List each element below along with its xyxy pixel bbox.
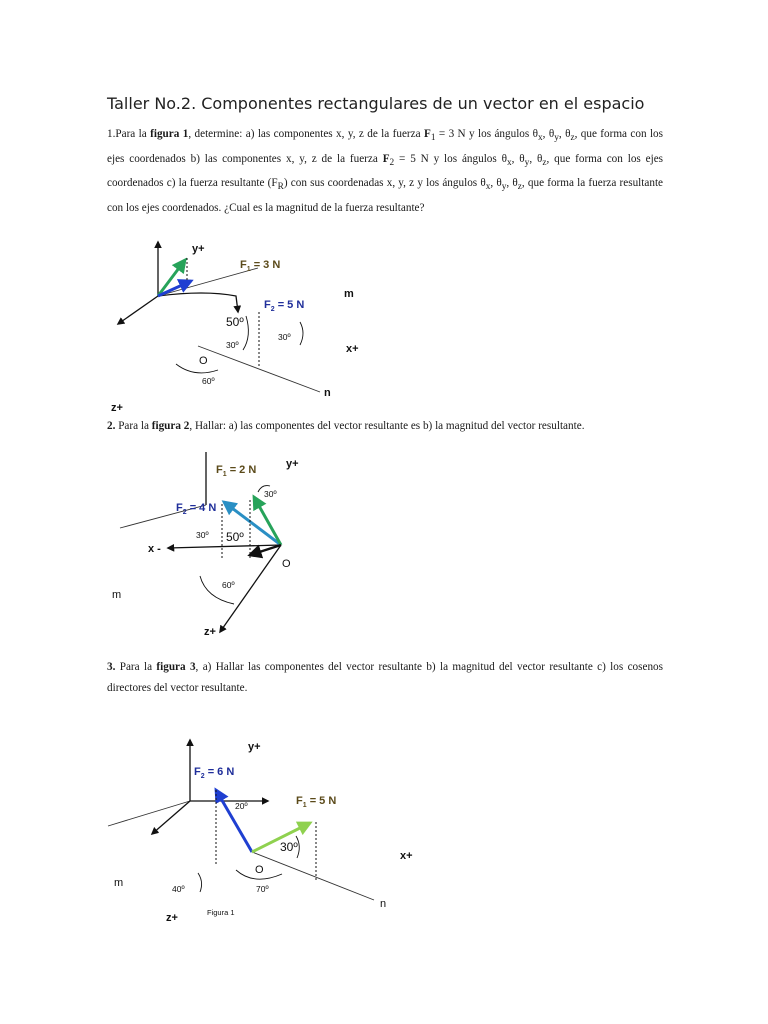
label-n: n [380, 898, 387, 910]
label-angle-30-left: 30º [196, 530, 209, 540]
angle-arc-40 [198, 873, 202, 892]
label-y: y+ [248, 741, 261, 753]
problem-3-text: 3. Para la figura 3, a) Hallar las componentes del vector resultante b) la magnitud del vector resultante c) los cosenos directores del vector resultante. [107, 661, 664, 694]
label-n: n [324, 387, 331, 399]
angle-arc-50 [243, 316, 248, 350]
label-angle-60: 60º [202, 376, 215, 386]
problem-2-text: 2. Para la figura 2, Hallar: a) las componentes del vector resultante es b) la magnitud del vector resultante. [107, 420, 585, 432]
label-m: m [344, 288, 354, 300]
f2-vector [216, 790, 252, 852]
figure-2 [112, 452, 299, 638]
label-f1: $F_1 = 2$ N [216, 464, 257, 478]
figure-1 [111, 242, 359, 414]
label-origin: O [199, 355, 208, 367]
m-line [108, 801, 190, 826]
label-z: z+ [204, 626, 216, 638]
label-angle-70: 70º [256, 884, 269, 894]
figure-3 [108, 740, 413, 924]
page-title: Taller No.2. Componentes rectangulares de un vector en el espacio [107, 94, 645, 113]
angle-arc-30 [300, 322, 303, 345]
problem-1-text: 1.Para la figura 1, determine: a) las componentes x, y, z de la fuerza $F_1 = 3$ N y los ángulos $\theta_x$, $\theta_y$, $\theta_z$, que forma con los ejes coordenados b) las componentes x, y, z de la fuerza $F_2 = 5$ N y los ángulos $\theta_x$, $\theta_y$, $\theta_z$, que forma con los ejes coordenados c) la fuerza resultante $(F_R)$ con sus coordenadas x, y, z y los ángulos $\theta_x$, $\theta_y$, $\theta_z$, que forma la fuerza resultante con los ejes coordenados. ¿Cual es la magnitud de la fuerza resultante? [107, 128, 664, 215]
label-x: x - [148, 543, 161, 555]
m-line [158, 268, 258, 296]
angle-arc-60 [176, 364, 218, 373]
label-f1: $F_1 = 5$ N [296, 795, 337, 809]
z-axis [118, 296, 158, 324]
label-y: y+ [192, 243, 205, 255]
label-m: m [114, 877, 124, 889]
label-z: z+ [111, 402, 123, 414]
label-angle-40: 40º [172, 884, 185, 894]
label-angle-20: 20º [235, 801, 248, 811]
x-negative-axis [168, 545, 281, 548]
label-z: z+ [166, 912, 178, 924]
f1-vector [254, 497, 281, 545]
z-axis [152, 801, 190, 834]
label-x: x+ [400, 850, 413, 862]
projection-arrow [250, 545, 281, 555]
label-angle-30-top: 30º [264, 489, 277, 499]
label-x: x+ [346, 343, 359, 355]
label-angle-30-right: 30º [278, 332, 291, 342]
label-m: m [112, 589, 122, 601]
label-angle-30-left: 30º [226, 340, 239, 350]
label-y: y+ [286, 458, 299, 470]
label-angle-50: 50º [226, 530, 244, 544]
n-line [252, 852, 374, 900]
label-origin: O [282, 558, 291, 570]
label-origin: O [255, 864, 264, 876]
figure-caption: Figura 1 [207, 908, 235, 917]
label-angle-60: 60º [222, 580, 235, 590]
x-direction-arrow [158, 293, 238, 312]
label-f2: $F_2 = 6$ N [194, 766, 235, 780]
label-angle-50: 50º [226, 315, 244, 329]
label-f2: $F_2 = 4$ N [176, 502, 217, 516]
label-angle-30: 30º [280, 840, 298, 854]
label-f2: $F_2 = 5$ N [264, 299, 305, 313]
label-f1: $F_1 = 3$ N [240, 259, 281, 273]
